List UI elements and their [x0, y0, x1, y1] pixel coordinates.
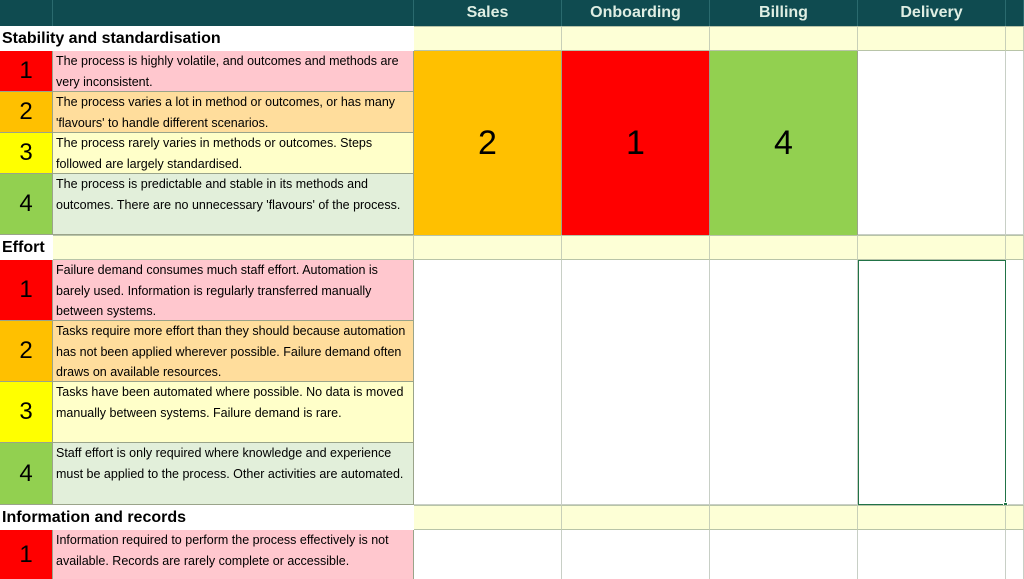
level-description-cell[interactable]: The process is highly volatile, and outcomes and methods are very inconsistent. — [53, 51, 414, 92]
level-number-cell[interactable]: 1 — [0, 530, 53, 579]
section-band-billing[interactable] — [710, 26, 858, 51]
section-band-extra[interactable] — [1006, 235, 1024, 260]
column-header-billing[interactable]: Billing — [710, 0, 858, 26]
section-title-effort[interactable]: Effort — [0, 235, 53, 260]
level-number-cell[interactable]: 3 — [0, 382, 53, 443]
section-band-sales[interactable] — [414, 235, 562, 260]
score-cell-onboarding[interactable] — [562, 530, 710, 579]
level-number-cell[interactable]: 4 — [0, 443, 53, 505]
section-band-onboarding[interactable] — [562, 235, 710, 260]
score-cell-onboarding[interactable]: 1 — [562, 51, 710, 235]
section-band-extra[interactable] — [1006, 26, 1024, 51]
section-title-information[interactable]: Information and records — [0, 505, 414, 530]
score-cell-extra[interactable] — [1008, 260, 1024, 505]
score-cell-extra[interactable] — [1006, 530, 1024, 579]
level-number-cell[interactable]: 2 — [0, 92, 53, 133]
section-band-delivery[interactable] — [858, 26, 1006, 51]
score-cell-onboarding[interactable] — [562, 260, 710, 505]
score-cell-sales[interactable] — [414, 260, 562, 505]
column-header-onboarding[interactable]: Onboarding — [562, 0, 710, 26]
section-band-billing[interactable] — [710, 235, 858, 260]
header-corner-a — [0, 0, 53, 26]
section-band-onboarding[interactable] — [562, 505, 710, 530]
level-description-cell[interactable]: Information required to perform the process effectively is not available. Records are rarely complete or accessible. — [53, 530, 414, 579]
level-description-cell[interactable]: The process rarely varies in methods or outcomes. Steps followed are largely standardised. — [53, 133, 414, 174]
score-cell-sales[interactable]: 2 — [414, 51, 562, 235]
column-header-delivery[interactable]: Delivery — [858, 0, 1006, 26]
level-description-cell[interactable]: Failure demand consumes much staff effort. Automation is barely used. Information is regularly transferred manually between systems. — [53, 260, 414, 321]
level-description-cell[interactable]: Tasks have been automated where possible. No data is moved manually between systems. Failure demand is rare. — [53, 382, 414, 443]
level-description-cell[interactable]: The process varies a lot in method or outcomes, or has many 'flavours' to handle different scenarios. — [53, 92, 414, 133]
score-cell-billing[interactable] — [710, 530, 858, 579]
level-number-cell[interactable]: 4 — [0, 174, 53, 235]
section-band-onboarding[interactable] — [562, 26, 710, 51]
level-number-cell[interactable]: 2 — [0, 321, 53, 382]
score-cell-delivery[interactable] — [858, 530, 1006, 579]
section-band-effort-desc[interactable] — [53, 235, 414, 260]
level-description-cell[interactable]: Tasks require more effort than they should because automation has not been applied wherever possible. Failure demand often draws on available resources. — [53, 321, 414, 382]
score-cell-billing[interactable] — [710, 260, 858, 505]
section-band-extra[interactable] — [1006, 505, 1024, 530]
column-header-sales[interactable]: Sales — [414, 0, 562, 26]
section-band-billing[interactable] — [710, 505, 858, 530]
level-number-cell[interactable]: 3 — [0, 133, 53, 174]
score-cell-billing[interactable]: 4 — [710, 51, 858, 235]
score-cell-extra[interactable] — [1006, 51, 1024, 235]
section-band-sales[interactable] — [414, 26, 562, 51]
section-band-delivery[interactable] — [858, 505, 1006, 530]
column-header-extra — [1006, 0, 1024, 26]
score-cell-delivery[interactable] — [858, 51, 1006, 235]
header-corner-b — [53, 0, 414, 26]
section-band-sales[interactable] — [414, 505, 562, 530]
score-cell-delivery-selected[interactable] — [858, 260, 1006, 505]
level-number-cell[interactable]: 1 — [0, 51, 53, 92]
level-description-cell[interactable]: The process is predictable and stable in its methods and outcomes. There are no unnecessary 'flavours' of the process. — [53, 174, 414, 235]
score-cell-sales[interactable] — [414, 530, 562, 579]
section-band-delivery[interactable] — [858, 235, 1006, 260]
level-description-cell[interactable]: Staff effort is only required where knowledge and experience must be applied to the process. Other activities are automated. — [53, 443, 414, 505]
section-title-stability[interactable]: Stability and standardisation — [0, 26, 414, 51]
level-number-cell[interactable]: 1 — [0, 260, 53, 321]
